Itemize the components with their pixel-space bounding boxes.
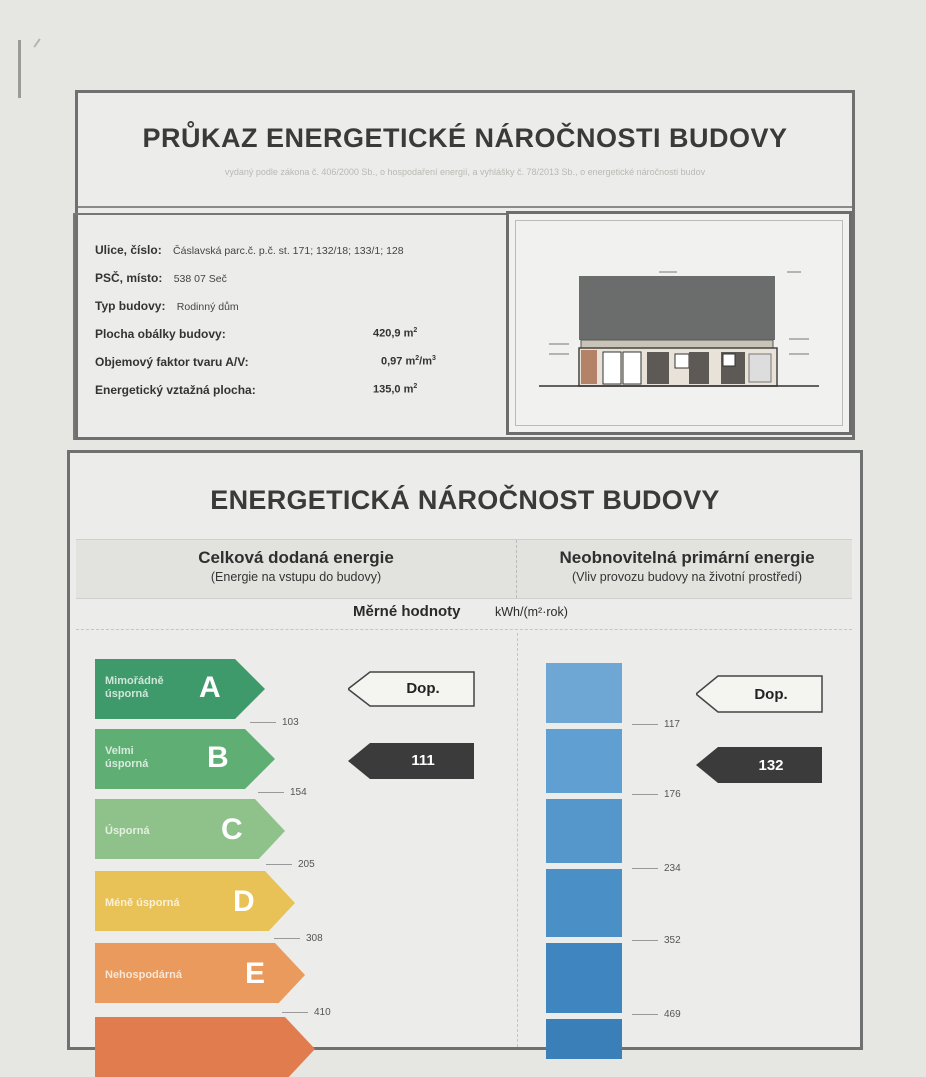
primary-energy-bar-1	[546, 663, 622, 723]
class-c-letter: C	[221, 813, 243, 846]
columns-header	[76, 539, 852, 599]
class-arrow-f	[95, 1017, 317, 1077]
class-e-label: Nehospodárná	[105, 969, 183, 981]
pencil-mark-small	[33, 38, 40, 47]
col2-title: Neobnovitelná primární energie	[559, 548, 815, 567]
header-divider	[78, 206, 852, 208]
type-value: Rodinný dům	[176, 301, 239, 313]
right-tick-469: 469	[632, 1009, 681, 1020]
building-drawing	[506, 211, 852, 435]
col1-subtitle: (Energie na vstupu do budovy)	[210, 570, 382, 584]
primary-energy-bar-5	[546, 943, 622, 1013]
left-tick-154: 154	[258, 787, 307, 798]
left-tick-205: 205	[266, 859, 315, 870]
left-value-label: 111	[411, 751, 435, 769]
zip-value: 538 07 Seč	[173, 273, 227, 285]
class-b-label: Velmi úsporná	[105, 745, 149, 770]
area-value: 420,9 $m^2$	[373, 327, 418, 340]
left-tick-103: 103	[250, 717, 299, 728]
right-tick-176: 176	[632, 789, 681, 800]
class-b-letter: B	[207, 741, 229, 774]
type-row	[95, 299, 239, 313]
ref-area-value: 135,0 $m^2$	[373, 383, 418, 396]
type-label: Typ budovy:	[95, 299, 166, 313]
col1-title: Celková dodaná energie	[198, 548, 394, 567]
class-d-label: Méně úsporná	[105, 897, 180, 909]
left-reference-label: Dop.	[406, 679, 440, 697]
pencil-mark	[18, 40, 21, 98]
section-title: ENERGETICKÁ NÁROČNOST BUDOVY	[210, 485, 720, 515]
class-d-letter: D	[233, 885, 255, 918]
right-reference-label: Dop.	[754, 685, 788, 703]
col2-subtitle: (Vliv provozu budovy na životní prostředí)	[572, 570, 802, 584]
units-label: Měrné hodnoty	[353, 603, 461, 620]
certificate-header-panel	[75, 90, 855, 440]
class-e-letter: E	[245, 957, 266, 990]
factor-label: Objemový faktor tvaru A/V:	[95, 355, 249, 369]
factor-value: 0,97 $m^2/m^3$	[381, 355, 436, 368]
right-tick-234: 234	[632, 863, 681, 874]
class-a-label: Mimořádně úsporná	[105, 675, 164, 700]
building-info	[73, 213, 507, 440]
certificate-subtitle: vydaný podle zákona č. 406/2000 Sb., o hospodaření energií, a vyhlášky č. 78/2013 Sb., o energetické náročnosti budov	[224, 167, 706, 177]
house-elevation-drawing	[509, 214, 849, 432]
right-tick-352: 352	[632, 935, 681, 946]
zip-label: PSČ, místo:	[95, 271, 163, 285]
right-tick-117: 117	[632, 719, 680, 730]
class-c-label: Úsporná	[105, 825, 150, 837]
units-value: kWh/(m²·rok)	[495, 605, 568, 619]
zip-row	[95, 271, 227, 285]
street-value: Čáslavská parc.č. p.č. st. 171; 132/18; 133/1; 128	[173, 245, 404, 257]
area-label: Plocha obálky budovy:	[95, 327, 226, 341]
right-value-label: 132	[758, 756, 784, 774]
primary-energy-bar-4	[546, 869, 622, 937]
energy-performance-panel	[67, 450, 863, 1050]
left-tick-410: 410	[282, 1007, 331, 1018]
certificate-title: PRŮKAZ ENERGETICKÉ NÁROČNOSTI BUDOVY	[142, 123, 788, 153]
street-row	[95, 243, 404, 257]
ref-area-label: Energetický vztažná plocha:	[95, 383, 256, 397]
left-tick-308: 308	[274, 933, 323, 944]
primary-energy-bar-6	[546, 1019, 622, 1059]
primary-energy-bar-2	[546, 729, 622, 793]
class-a-letter: A	[199, 671, 221, 704]
primary-energy-bar-3	[546, 799, 622, 863]
street-label: Ulice, číslo:	[95, 243, 162, 257]
